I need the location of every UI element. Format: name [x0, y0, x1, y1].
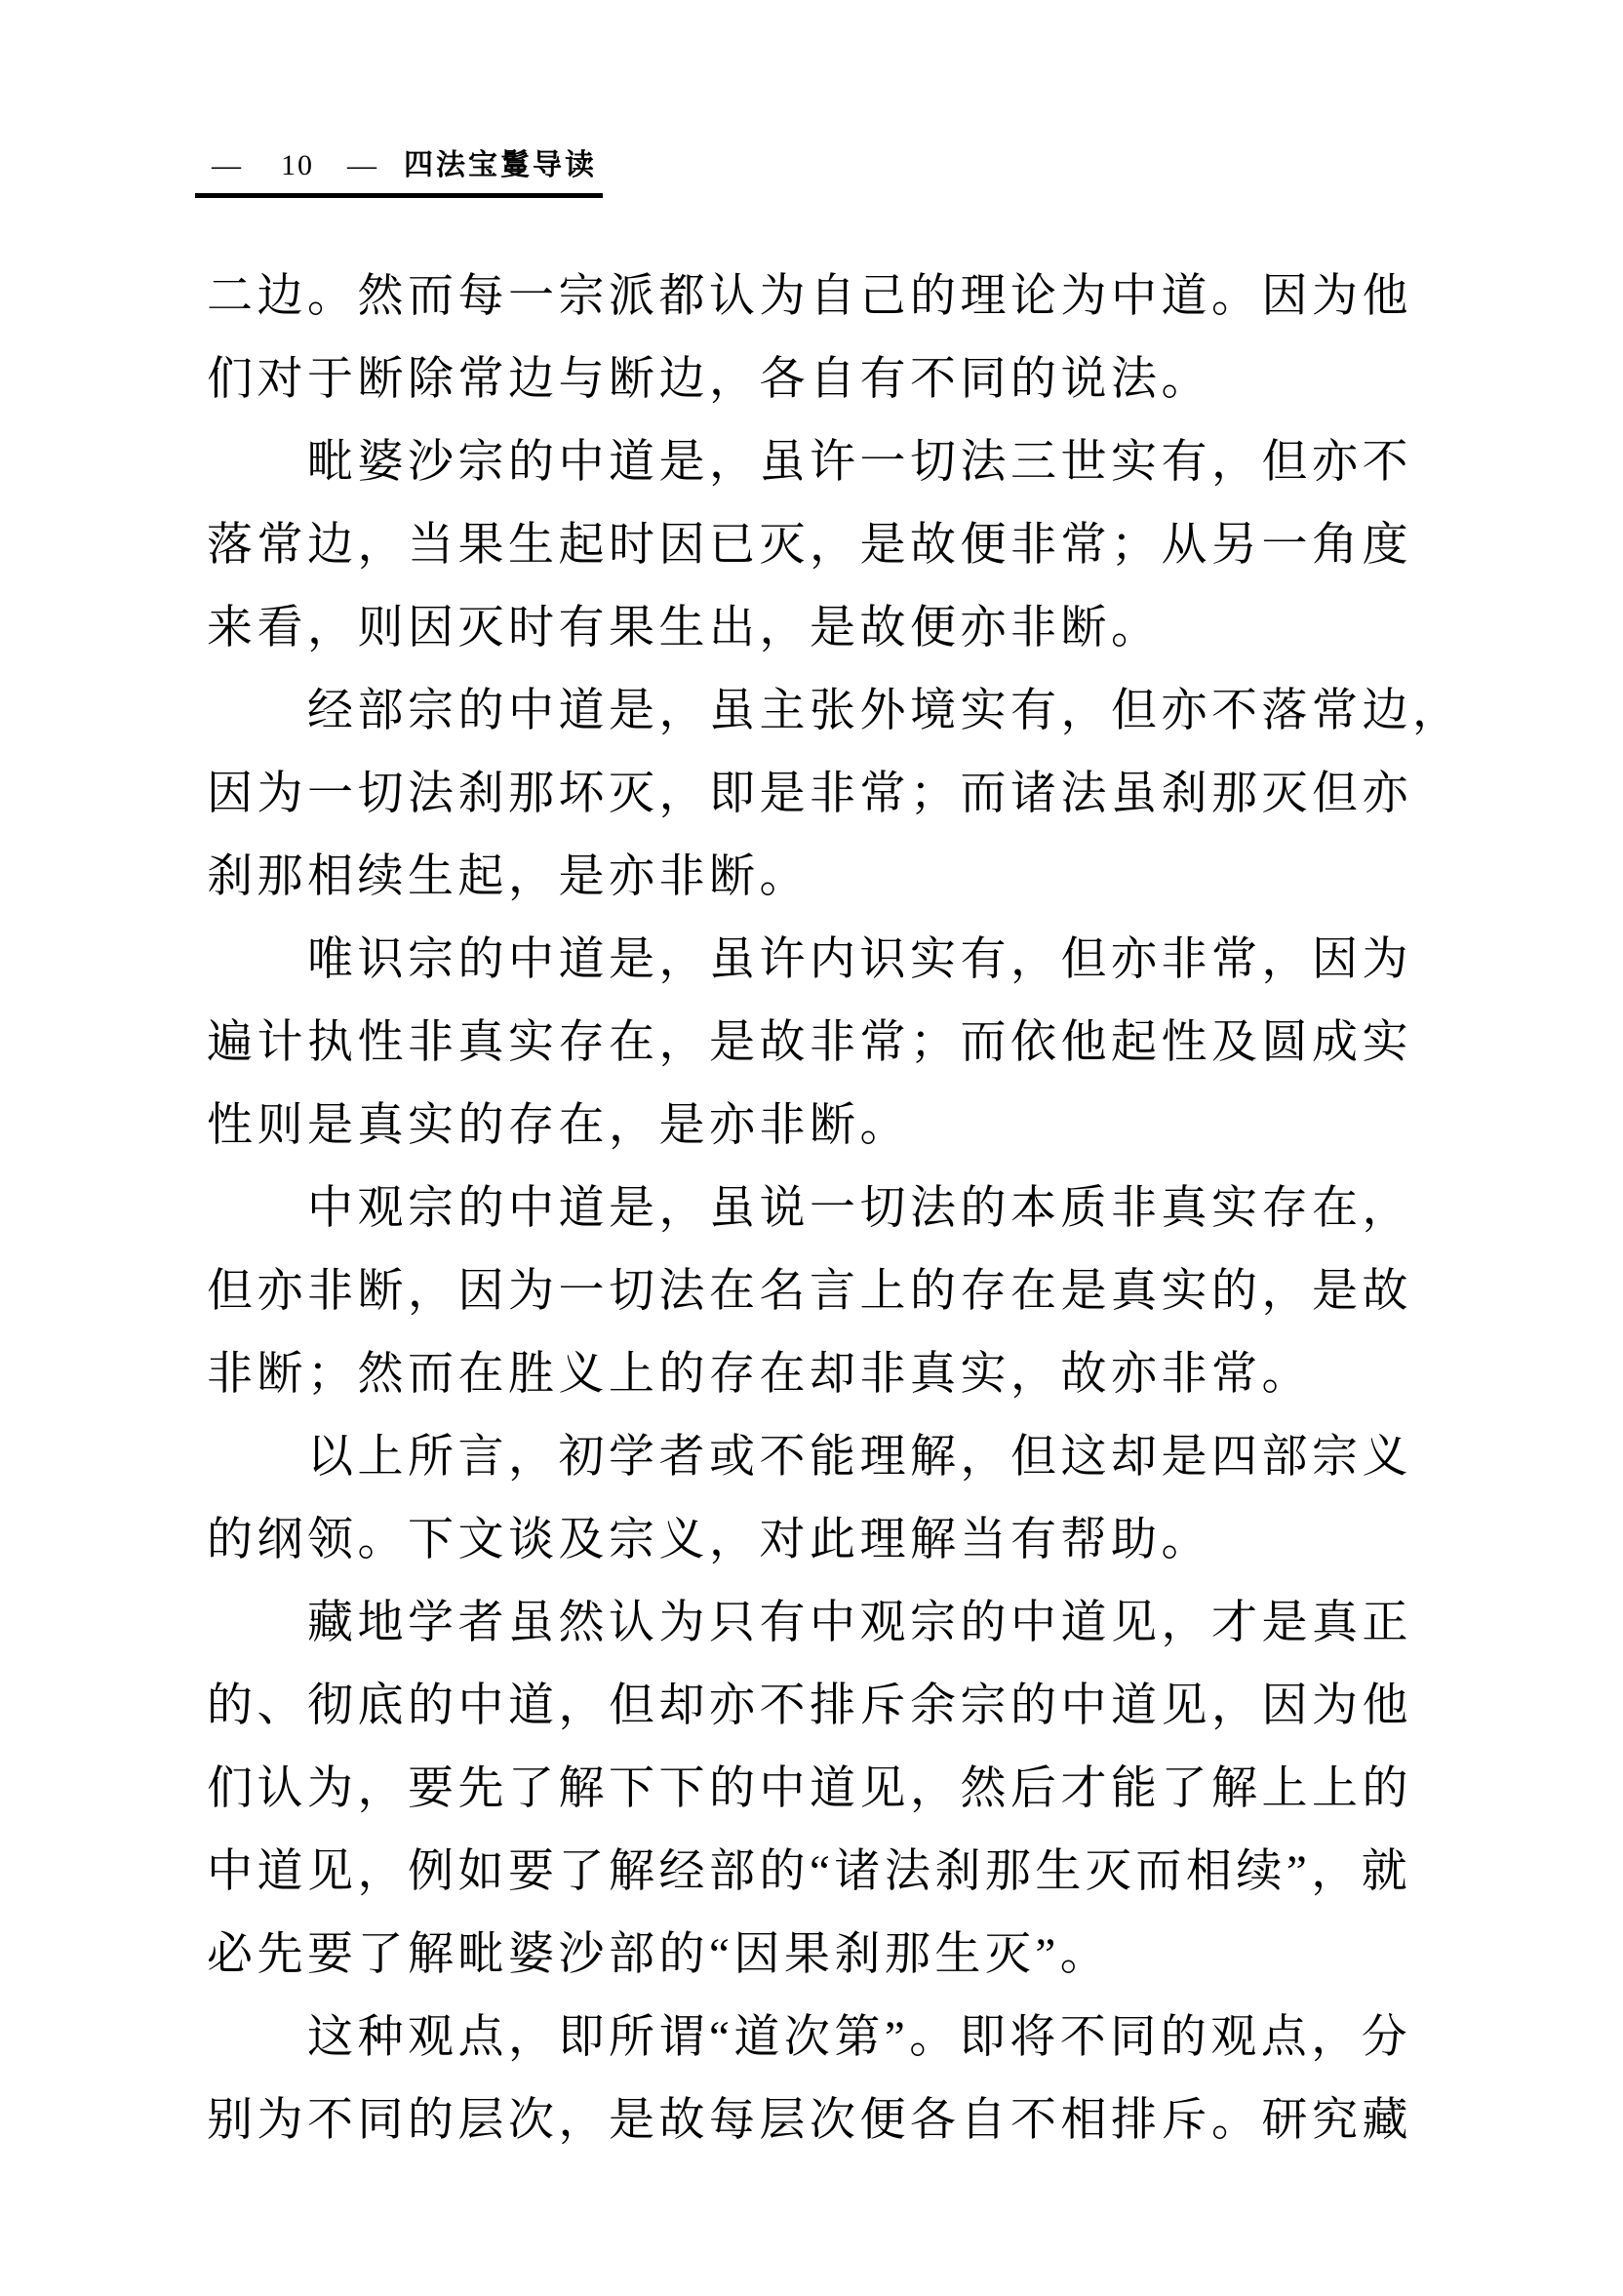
text-line: 因为一切法刹那坏灭，即是非常；而诸法虽刹那灭但亦 [207, 769, 1412, 819]
text-line: 藏地学者虽然认为只有中观宗的中道见，才是真正 [307, 1598, 1412, 1648]
text-line: 二边。然而每一宗派都认为自己的理论为中道。因为他 [207, 271, 1412, 322]
text-line: 别为不同的层次，是故每层次便各自不相排斥。研究藏 [207, 2095, 1412, 2146]
header-dash-right: — [347, 149, 376, 181]
header-dash-left: — [212, 149, 241, 181]
text-line: 唯识宗的中道是，虽许内识实有，但亦非常，因为 [307, 934, 1412, 985]
book-title: 四法宝鬘导读 [404, 149, 597, 181]
body-text [207, 256, 1463, 2162]
text-line: 中观宗的中道是，虽说一切法的本质非真实存在， [307, 1183, 1412, 1234]
text-line: 们对于断除常边与断边，各自有不同的说法。 [207, 354, 1211, 405]
text-line: 刹那相续生起，是亦非断。 [207, 851, 810, 902]
page-header [195, 148, 603, 198]
text-line: 以上所言，初学者或不能理解，但这却是四部宗义 [307, 1432, 1412, 1483]
text-line: 这种观点，即所谓“道次第”。即将不同的观点，分 [307, 2012, 1412, 2063]
page-number: 10 [281, 149, 314, 181]
text-line: 中道见，例如要了解经部的“诸法刹那生灭而相续”，就 [207, 1846, 1412, 1897]
text-line: 来看，则因灭时有果生出，是故便亦非断。 [207, 603, 1162, 653]
text-line: 毗婆沙宗的中道是，虽许一切法三世实有，但亦不 [307, 437, 1412, 488]
text-line: 的纲领。下文谈及宗义，对此理解当有帮助。 [207, 1515, 1211, 1565]
text-line: 经部宗的中道是，虽主张外境实有，但亦不落常边， [307, 686, 1463, 736]
text-line: 非断；然而在胜义上的存在却非真实，故亦非常。 [207, 1349, 1312, 1400]
text-line: 落常边，当果生起时因已灭，是故便非常；从另一角度 [207, 520, 1412, 571]
text-line: 性则是真实的存在，是亦非断。 [207, 1100, 910, 1151]
text-line: 遍计执性非真实存在，是故非常；而依他起性及圆成实 [207, 1017, 1412, 1068]
text-line: 必先要了解毗婆沙部的“因果刹那生灭”。 [207, 1929, 1111, 1980]
text-line: 但亦非断，因为一切法在名言上的存在是真实的，是故 [207, 1266, 1412, 1317]
text-line: 们认为，要先了解下下的中道见，然后才能了解上上的 [207, 1763, 1412, 1814]
text-line: 的、彻底的中道，但却亦不排斥余宗的中道见，因为他 [207, 1681, 1412, 1731]
